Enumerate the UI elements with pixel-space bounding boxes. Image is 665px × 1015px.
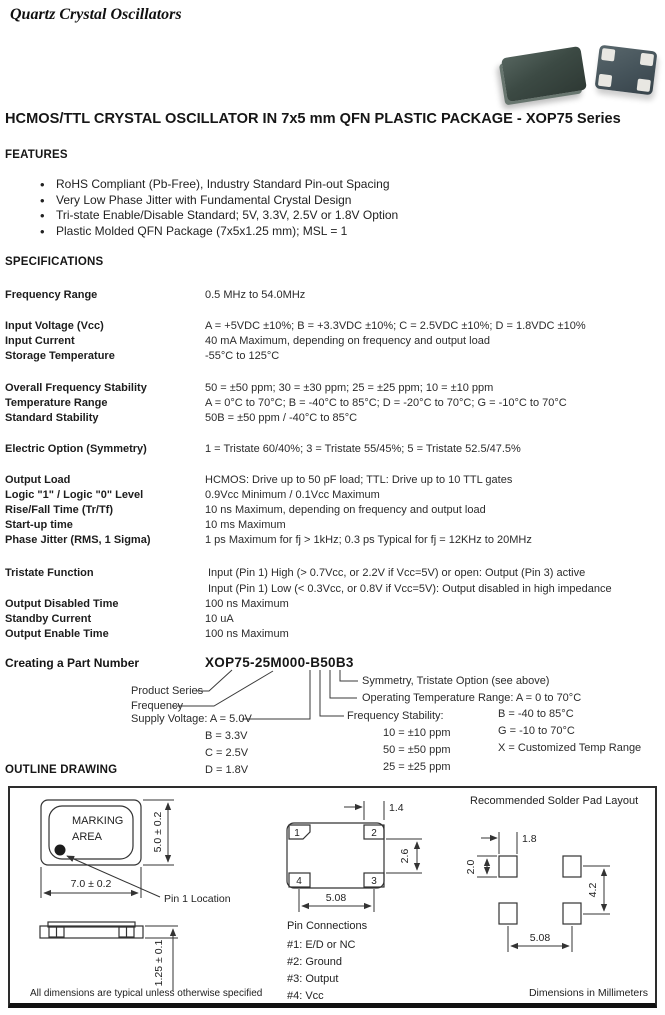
pin1-leader-line (67, 856, 160, 897)
features-list (40, 177, 630, 239)
table-row (5, 613, 663, 626)
dim-height-label: 5.0 ± 0.2 (152, 811, 164, 853)
pin-number: 3 (371, 876, 377, 887)
side-view-body (40, 926, 143, 938)
solder-pad (499, 856, 517, 877)
table-row (5, 489, 663, 502)
pin-number: 2 (371, 828, 377, 839)
table-row (5, 534, 663, 547)
spec-label: Input Voltage (Vcc) (5, 320, 104, 332)
feature-text: Very Low Phase Jitter with Fundamental Crystal Design (56, 192, 352, 207)
pin-connections-heading: Pin Connections (287, 920, 368, 932)
table-row (5, 320, 663, 333)
package-pad (601, 48, 615, 61)
spec-label: Overall Frequency Stability (5, 382, 147, 394)
pin-connection-item: #3: Output (287, 973, 339, 985)
brand-header: Quartz Crystal Oscillators (10, 6, 182, 23)
feature-text: Tri-state Enable/Disable Standard; 5V, 3.3V, 2.5V or 1.8V Option (56, 208, 399, 222)
spec-label: Temperature Range (5, 397, 108, 409)
pn-stability-option: 25 = ±25 ppm (383, 761, 451, 773)
spec-value: 1 ps Maximum for fj > 1kHz; 0.3 ps Typical for fj = 12KHz to 20MHz (205, 534, 532, 546)
table-row (5, 567, 663, 580)
part-number-example: XOP75-25M000-B50B3 (205, 655, 354, 670)
table-row (5, 583, 663, 596)
part-number-heading: Creating a Part Number (5, 656, 140, 670)
table-row (5, 519, 663, 532)
spec-label: Rise/Fall Time (Tr/Tf) (5, 504, 113, 516)
list-item (40, 193, 630, 209)
pn-symmetry-label: Symmetry, Tristate Option (see above) (362, 675, 550, 687)
spec-label: Logic "1" / Logic "0" Level (5, 489, 144, 501)
spec-value: A = +5VDC ±10%; B = +3.3VDC ±10%; C = 2.5VDC ±10%; D = 1.8VDC ±10% (205, 320, 586, 332)
marking-area-text: AREA (72, 831, 102, 843)
pn-stability-option: 50 = ±50 ppm (383, 744, 451, 756)
table-row (5, 382, 663, 395)
pn-product-series-label: Product Series (131, 685, 204, 697)
spec-value: Input (Pin 1) High (> 0.7Vcc, or 2.2V if Vcc=5V) or open: Output (Pin 3) active (208, 567, 586, 579)
spec-value: 10 ms Maximum (205, 519, 286, 531)
spec-label: Electric Option (Symmetry) (5, 443, 147, 455)
dim-pad-width-label: 1.8 (522, 833, 537, 845)
spec-label: Start-up time (5, 519, 73, 531)
dim-width-label: 7.0 ± 0.2 (70, 878, 112, 890)
pn-temp-range-option: G = -10 to 70°C (498, 725, 575, 737)
spec-label: Storage Temperature (5, 350, 115, 362)
spec-value: 50B = ±50 ppm / -40°C to 85°C (205, 412, 358, 424)
dim-pad-gap-label: 2.6 (399, 848, 411, 864)
spec-label: Phase Jitter (RMS, 1 Sigma) (5, 534, 151, 546)
pn-supply-voltage-option: D = 1.8V (205, 764, 249, 776)
solder-pad (563, 903, 581, 924)
pn-stability-label: Frequency Stability: (347, 710, 444, 722)
pn-temp-range-option: X = Customized Temp Range (498, 742, 642, 754)
dim-pad-width-label: 1.4 (389, 802, 404, 814)
table-row (5, 412, 663, 425)
table-row (5, 598, 663, 611)
table-row (5, 397, 663, 410)
spec-value: 10 uA (205, 613, 234, 625)
specifications-heading: SPECIFICATIONS (5, 256, 104, 268)
spec-label: Output Enable Time (5, 628, 109, 640)
spec-label (5, 583, 205, 596)
spec-value: 100 ns Maximum (205, 598, 289, 610)
list-item (40, 177, 630, 193)
package-photo-top-view (501, 46, 587, 102)
pn-temp-range-label: Operating Temperature Range: A = 0 to 70°C (362, 692, 582, 704)
spec-label: Frequency Range (5, 289, 98, 301)
table-row (5, 289, 663, 302)
spec-label: Output Load (5, 474, 71, 486)
spec-value: Input (Pin 1) Low (< 0.3Vcc, or 0.8V if Vcc=5V): Output disabled in high impedance (208, 583, 612, 595)
pn-temp-range-option: B = -40 to 85°C (498, 708, 574, 720)
feature-text: RoHS Compliant (Pb-Free), Industry Standard Pin-out Spacing (56, 177, 390, 191)
package-pad (640, 53, 654, 66)
pn-supply-voltage-option: B = 3.3V (205, 730, 248, 742)
features-heading: FEATURES (5, 149, 68, 161)
solder-pad (563, 856, 581, 877)
outline-drawing-box (8, 786, 657, 1008)
spec-value: 1 = Tristate 60/40%; 3 = Tristate 55/45%; 5 = Tristate 52.5/47.5% (205, 443, 521, 455)
spec-value: 10 ns Maximum, depending on frequency and output load (205, 504, 486, 516)
pin-connection-item: #1: E/D or NC (287, 939, 356, 951)
spec-label: Standard Stability (5, 412, 99, 424)
note-right: Dimensions in Millimeters (528, 987, 648, 999)
spec-label: Standby Current (5, 613, 92, 625)
solder-pad (499, 903, 517, 924)
pn-supply-voltage-option: C = 2.5V (205, 747, 249, 759)
pin-connection-item: #4: Vcc (287, 990, 324, 1000)
pn-stability-option: 10 = ±10 ppm (383, 727, 451, 739)
pin-number: 4 (296, 876, 302, 887)
pin-connection-item: #2: Ground (287, 956, 343, 968)
spec-value: 50 = ±50 ppm; 30 = ±30 ppm; 25 = ±25 ppm; 10 = ±10 ppm (205, 382, 494, 394)
package-pad (598, 74, 612, 87)
pin-number: 1 (294, 828, 300, 839)
marking-area-text: MARKING (72, 815, 124, 827)
spec-label: Output Disabled Time (5, 598, 119, 610)
list-item (40, 208, 630, 224)
pin1-location-label: Pin 1 Location (164, 893, 231, 905)
table-row (5, 628, 663, 641)
package-photo-bottom-view (595, 45, 658, 96)
table-row (5, 443, 663, 456)
connector-supply-voltage (242, 670, 310, 719)
spec-value: 0.9Vcc Minimum / 0.1Vcc Maximum (205, 489, 380, 501)
dim-horizontal-pitch-label: 5.08 (529, 932, 551, 944)
spec-value: 40 mA Maximum, depending on frequency and output load (205, 335, 490, 347)
dim-vertical-pitch-label: 4.2 (587, 882, 599, 898)
note-left: All dimensions are typical unless otherwise specified (30, 988, 263, 999)
table-row (5, 474, 663, 487)
table-row (5, 350, 663, 363)
table-row (5, 335, 663, 348)
solder-pad-heading: Recommended Solder Pad Layout (470, 795, 639, 807)
page-title: HCMOS/TTL CRYSTAL OSCILLATOR IN 7x5 mm QFN PLASTIC PACKAGE - XOP75 Series (5, 111, 621, 127)
pin1-dot (55, 845, 66, 856)
outline-drawing-heading: OUTLINE DRAWING (5, 764, 118, 776)
pn-frequency-label: Frequency (131, 700, 183, 712)
spec-value: -55°C to 125°C (205, 350, 280, 362)
dim-pad-height-label: 2.0 (465, 859, 477, 875)
spec-value: HCMOS: Drive up to 50 pF load; TTL: Drive up to 10 TTL gates (205, 474, 513, 486)
spec-label: Tristate Function (5, 567, 94, 579)
outline-drawing-canvas (10, 788, 655, 1000)
spec-value: 100 ns Maximum (205, 628, 289, 640)
connector-symmetry (340, 670, 358, 681)
list-item (40, 224, 630, 240)
dim-thickness-label: 1.25 ± 0.1 (153, 939, 165, 987)
package-pad (637, 79, 651, 92)
dim-pitch-label: 5.08 (325, 892, 347, 904)
table-row (5, 504, 663, 517)
feature-text: Plastic Molded QFN Package (7x5x1.25 mm); MSL = 1 (56, 223, 348, 238)
spec-label: Input Current (5, 335, 75, 347)
pn-supply-voltage-label: Supply Voltage: A = 5.0V (131, 713, 252, 725)
spec-value: A = 0°C to 70°C; B = -40°C to 85°C; D = -20°C to 70°C; G = -10°C to 70°C (205, 397, 567, 409)
connector-temp-range (330, 670, 357, 698)
spec-value: 0.5 MHz to 54.0MHz (205, 289, 306, 301)
